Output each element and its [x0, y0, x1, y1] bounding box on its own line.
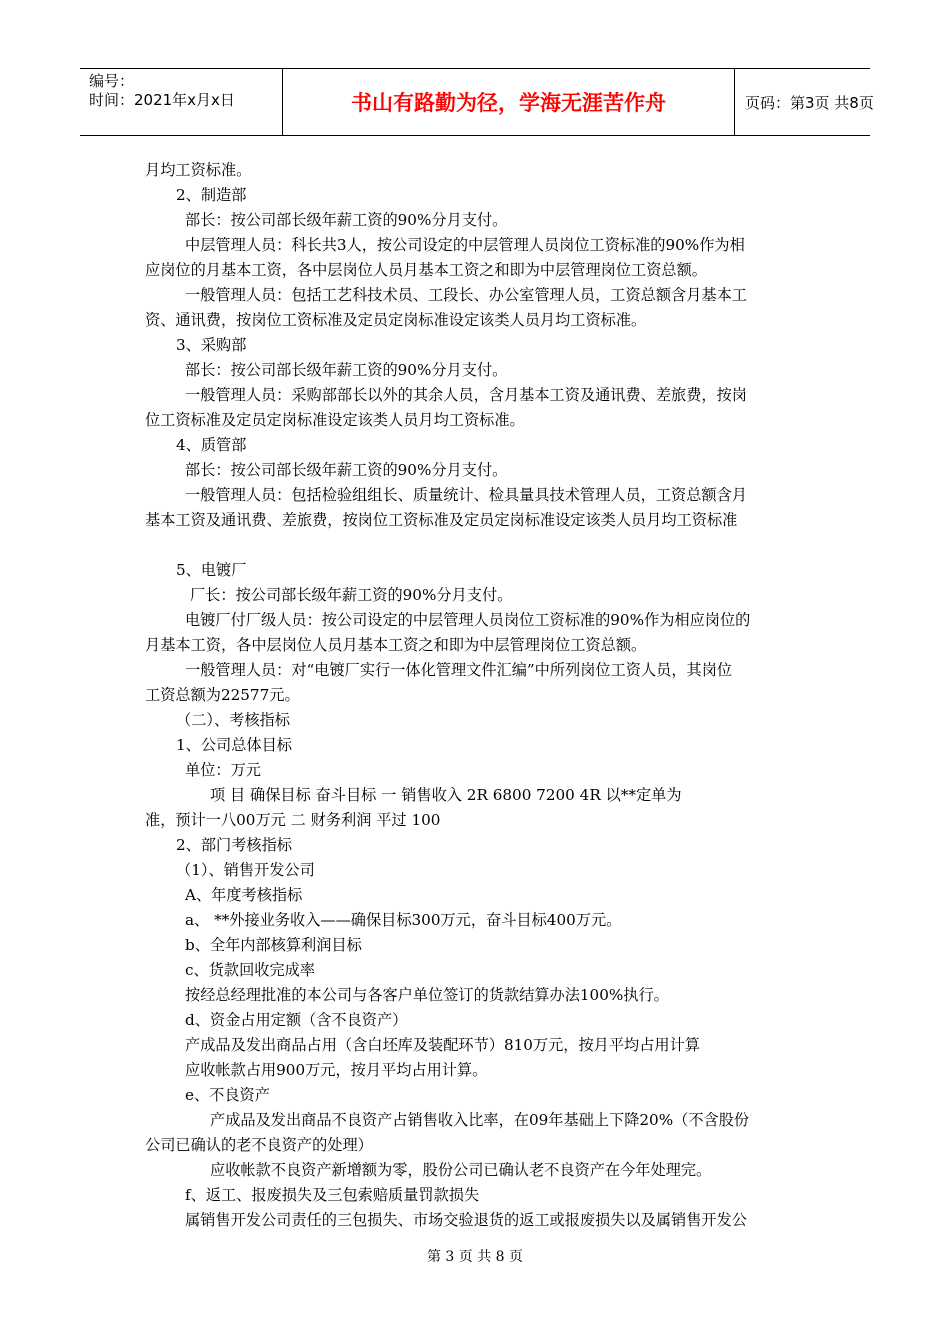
body-line: 单位：万元 — [185, 761, 261, 779]
section-heading: 3、采购部 — [176, 336, 247, 354]
section-heading: （1）、销售开发公司 — [176, 861, 315, 879]
document-body — [145, 158, 810, 1233]
body-line: 一般管理人员：对“电镀厂实行一体化管理文件汇编”中所列岗位工资人员，其岗位 — [185, 661, 733, 679]
section-heading: （二）、考核指标 — [176, 711, 290, 729]
section-heading: 1、公司总体目标 — [176, 736, 292, 754]
body-line: 月基本工资，各中层岗位人员月基本工资之和即为中层管理岗位工资总额。 — [145, 636, 647, 654]
body-line: 中层管理人员：科长共3人，按公司设定的中层管理人员岗位工资标准的90%作为相 — [185, 236, 745, 254]
body-line: 位工资标准及定员定岗标准设定该类人员月均工资标准。 — [145, 411, 525, 429]
page-header — [80, 68, 874, 136]
body-line: 一般管理人员：采购部部长以外的其余人员，含月基本工资及通讯费、差旅费，按岗 — [185, 386, 747, 404]
body-line: 属销售开发公司责任的三包损失、市场交验退货的返工或报废损失以及属销售开发公 — [185, 1211, 747, 1229]
body-line: 部长：按公司部长级年薪工资的90%分月支付。 — [185, 211, 508, 229]
section-heading: 4、质管部 — [176, 436, 247, 454]
section-heading: 2、制造部 — [176, 186, 247, 204]
body-line: c、货款回收完成率 — [185, 961, 316, 979]
body-line: 产成品及发出商品不良资产占销售收入比率，在09年基础上下降20%（不含股份 — [210, 1111, 750, 1129]
body-line: 应收帐款不良资产新增额为零，股份公司已确认老不良资产在今年处理完。 — [210, 1161, 712, 1179]
body-line: e、不良资产 — [185, 1086, 270, 1104]
body-line: d、资金占用定额（含不良资产） — [185, 1011, 408, 1029]
body-line: 公司已确认的老不良资产的处理） — [145, 1136, 373, 1154]
table-text-line: 准，预计一八00万元 二 财务利润 平过 100 — [145, 811, 441, 829]
body-line: 一般管理人员：包括检验组组长、质量统计、检具量具技术管理人员，工资总额含月 — [185, 486, 747, 504]
blank-line — [145, 533, 810, 558]
body-line: 月均工资标准。 — [145, 161, 252, 179]
body-line: a、 **外接业务收入——确保目标300万元，奋斗目标400万元。 — [185, 911, 622, 929]
table-text-line: 项 目 确保目标 奋斗目标 一 销售收入 2R 6800 7200 4R 以**定单为 — [210, 786, 682, 804]
body-line: 基本工资及通讯费、差旅费，按岗位工资标准及定员定岗标准设定该类人员月均工资标准 — [145, 511, 738, 529]
section-heading: 2、部门考核指标 — [176, 836, 292, 854]
body-line: b、全年内部核算利润目标 — [185, 936, 362, 954]
body-line: f、返工、报废损失及三包索赔质量罚款损失 — [185, 1186, 480, 1204]
document-date-label: 时间：2021年x月x日 — [89, 91, 235, 109]
section-heading: A、年度考核指标 — [185, 886, 303, 904]
document-number-label: 编号： — [89, 72, 135, 90]
body-line: 按经总经理批准的本公司与各客户单位签订的货款结算办法100%执行。 — [185, 986, 669, 1004]
header-meta — [80, 69, 283, 135]
page-footer: 第 3 页 共 8 页 — [426, 1249, 524, 1265]
body-line: 应收帐款占用900万元，按月平均占用计算。 — [185, 1061, 488, 1079]
header-page-number: 页码：第3页 共8页 — [745, 93, 874, 112]
body-line: 一般管理人员：包括工艺科技术员、工段长、办公室管理人员，工资总额含月基本工 — [185, 286, 747, 304]
section-heading: 5、电镀厂 — [176, 561, 247, 579]
body-line: 部长：按公司部长级年薪工资的90%分月支付。 — [185, 361, 508, 379]
body-line: 厂长：按公司部长级年薪工资的90%分月支付。 — [190, 586, 513, 604]
body-line: 资、通讯费，按岗位工资标准及定员定岗标准设定该类人员月均工资标准。 — [145, 311, 647, 329]
body-line: 电镀厂付厂级人员：按公司设定的中层管理人员岗位工资标准的90%作为相应岗位的 — [185, 611, 751, 629]
body-line: 部长：按公司部长级年薪工资的90%分月支付。 — [185, 461, 508, 479]
body-line: 应岗位的月基本工资，各中层岗位人员月基本工资之和即为中层管理岗位工资总额。 — [145, 261, 707, 279]
header-motto: 书山有路勤为径，学海无涯苦作舟 — [283, 69, 735, 135]
body-line: 工资总额为22577元。 — [145, 686, 300, 704]
body-line: 产成品及发出商品占用（含白坯库及装配环节）810万元，按月平均占用计算 — [185, 1036, 700, 1054]
